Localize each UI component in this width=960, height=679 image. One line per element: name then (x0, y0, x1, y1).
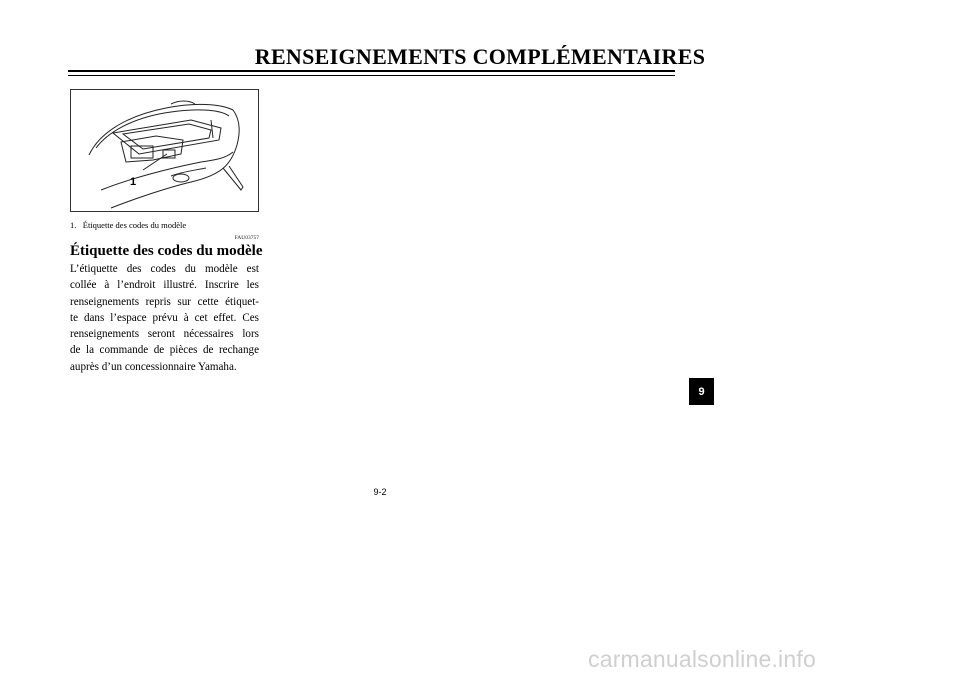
seat-illustration (70, 89, 259, 212)
body-line: auprès d’un concessionnaire Yamaha. (70, 360, 237, 373)
body-line: L’étiquette des codes du modèle est (70, 263, 259, 275)
body-line: te dans l’espace prévu à cet effet. Ces (70, 311, 259, 324)
page-number: 9-2 (373, 487, 387, 497)
figure-callout-number: 1 (130, 176, 137, 188)
section-heading: Étiquette des codes du modèle (70, 243, 263, 259)
figure-caption: 1. Étiquette des codes du modèle (70, 220, 187, 230)
reference-code: FAU03757 (234, 235, 259, 241)
body-line: renseignements seront nécessaires lors (70, 328, 259, 341)
body-line: collée à l’endroit illustré. Inscrire les (70, 279, 259, 292)
page-title: RENSEIGNEMENTS COMPLÉMENTAIRES (254, 44, 706, 69)
watermark: carmanualsonline.info (588, 646, 816, 672)
seat-storage-drawing (71, 90, 259, 212)
header-rule-thick (68, 70, 675, 72)
chapter-tab: 9 (689, 378, 714, 405)
body-paragraph (70, 261, 259, 375)
body-line: renseignements repris sur cette étiquet- (70, 295, 259, 308)
body-line: de la commande de pièces de rechange (70, 344, 259, 357)
header-rule-thin (68, 75, 675, 76)
